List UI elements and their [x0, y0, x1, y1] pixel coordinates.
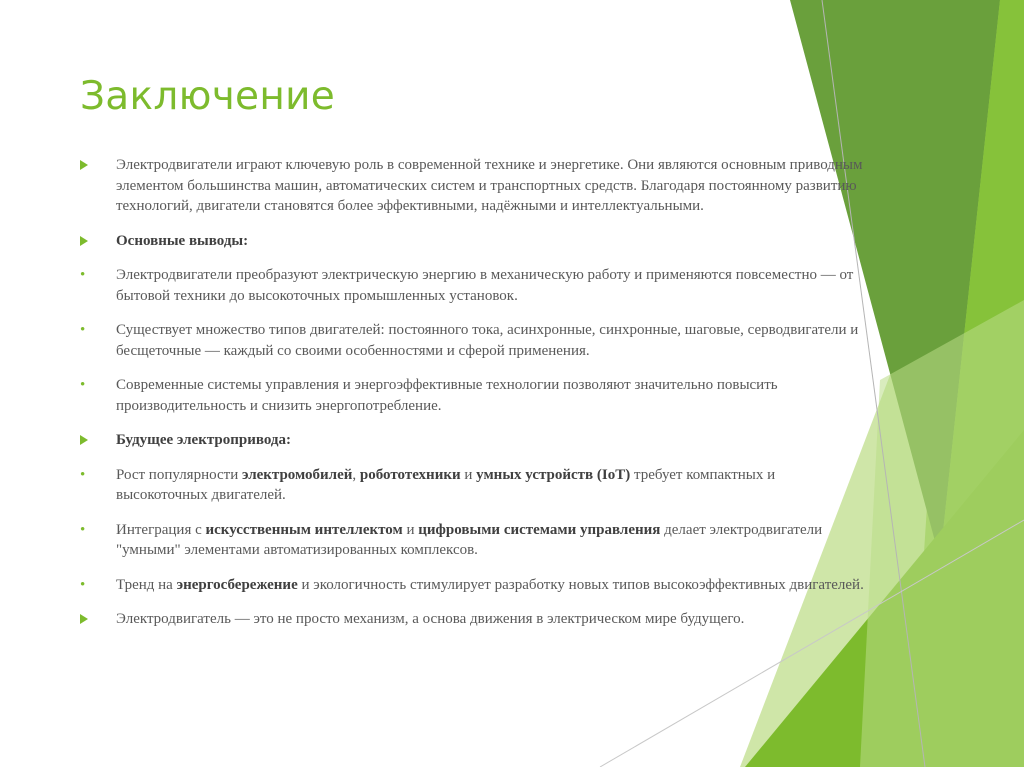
list-item: [80, 465, 870, 506]
list-item: [80, 430, 870, 451]
list-item: [80, 520, 870, 561]
dot-bullet-icon: •: [80, 521, 86, 538]
list-item: [80, 155, 870, 217]
dot-bullet-icon: •: [80, 466, 86, 483]
item-text: Электродвигатель — это не просто механизм, а основа движения в электрическом мире будущего.: [116, 611, 745, 627]
list-item: [80, 231, 870, 252]
list-item: [80, 609, 870, 630]
item-text: Интеграция с искусственным интеллектом и цифровыми системами управления делает электродвигатели "умными" элементами автоматизированных комплексов.: [116, 521, 823, 558]
item-text: Рост популярности электромобилей, робототехники и умных устройств (IoT) требует компактных и высокоточных двигателей.: [116, 466, 776, 503]
list-item: [80, 575, 870, 596]
item-text: Современные системы управления и энергоэффективные технологии позволяют значительно повысить производительность и снизить энергопотребление.: [116, 377, 778, 414]
slide-title: Заключение: [80, 74, 336, 119]
dot-bullet-icon: •: [80, 322, 86, 338]
triangle-bullet-icon: [80, 609, 94, 629]
item-text: Электродвигатели преобразуют электрическую энергию в механическую работу и применяются повсеместно — от бытовой техники до высокоточных промышленных установок.: [116, 267, 854, 304]
dot-bullet-icon: •: [80, 576, 86, 593]
item-text: Электродвигатели играют ключевую роль в современной технике и энергетике. Они являются основным приводным элементом большинства машин, автоматических систем и транспортных средств. Благодаря постоянному развитию технологий, двигатели становятся более эффективными, надёжными и интеллектуальными.: [116, 157, 863, 214]
triangle-bullet-icon: [80, 430, 94, 450]
list-item: [80, 375, 870, 416]
item-text: Тренд на энергосбережение и экологичность стимулирует разработку новых типов высокоэффективных двигателей.: [116, 576, 864, 593]
pale-green-overlay: [860, 300, 1024, 767]
section-heading: Основные выводы:: [116, 232, 249, 249]
list-item: [80, 320, 870, 361]
dot-bullet-icon: •: [80, 377, 86, 393]
triangle-bullet-icon: [80, 155, 94, 175]
item-text: Существует множество типов двигателей: постоянного тока, асинхронные, синхронные, шаговые, серводвигатели и бесщеточные — каждый со своими особенностями и сферой применения.: [116, 322, 859, 359]
bullet-list: [80, 155, 870, 644]
dot-bullet-icon: •: [80, 267, 86, 283]
section-heading: Будущее электропривода:: [116, 432, 292, 448]
list-item: [80, 265, 870, 306]
triangle-bullet-icon: [80, 231, 94, 251]
